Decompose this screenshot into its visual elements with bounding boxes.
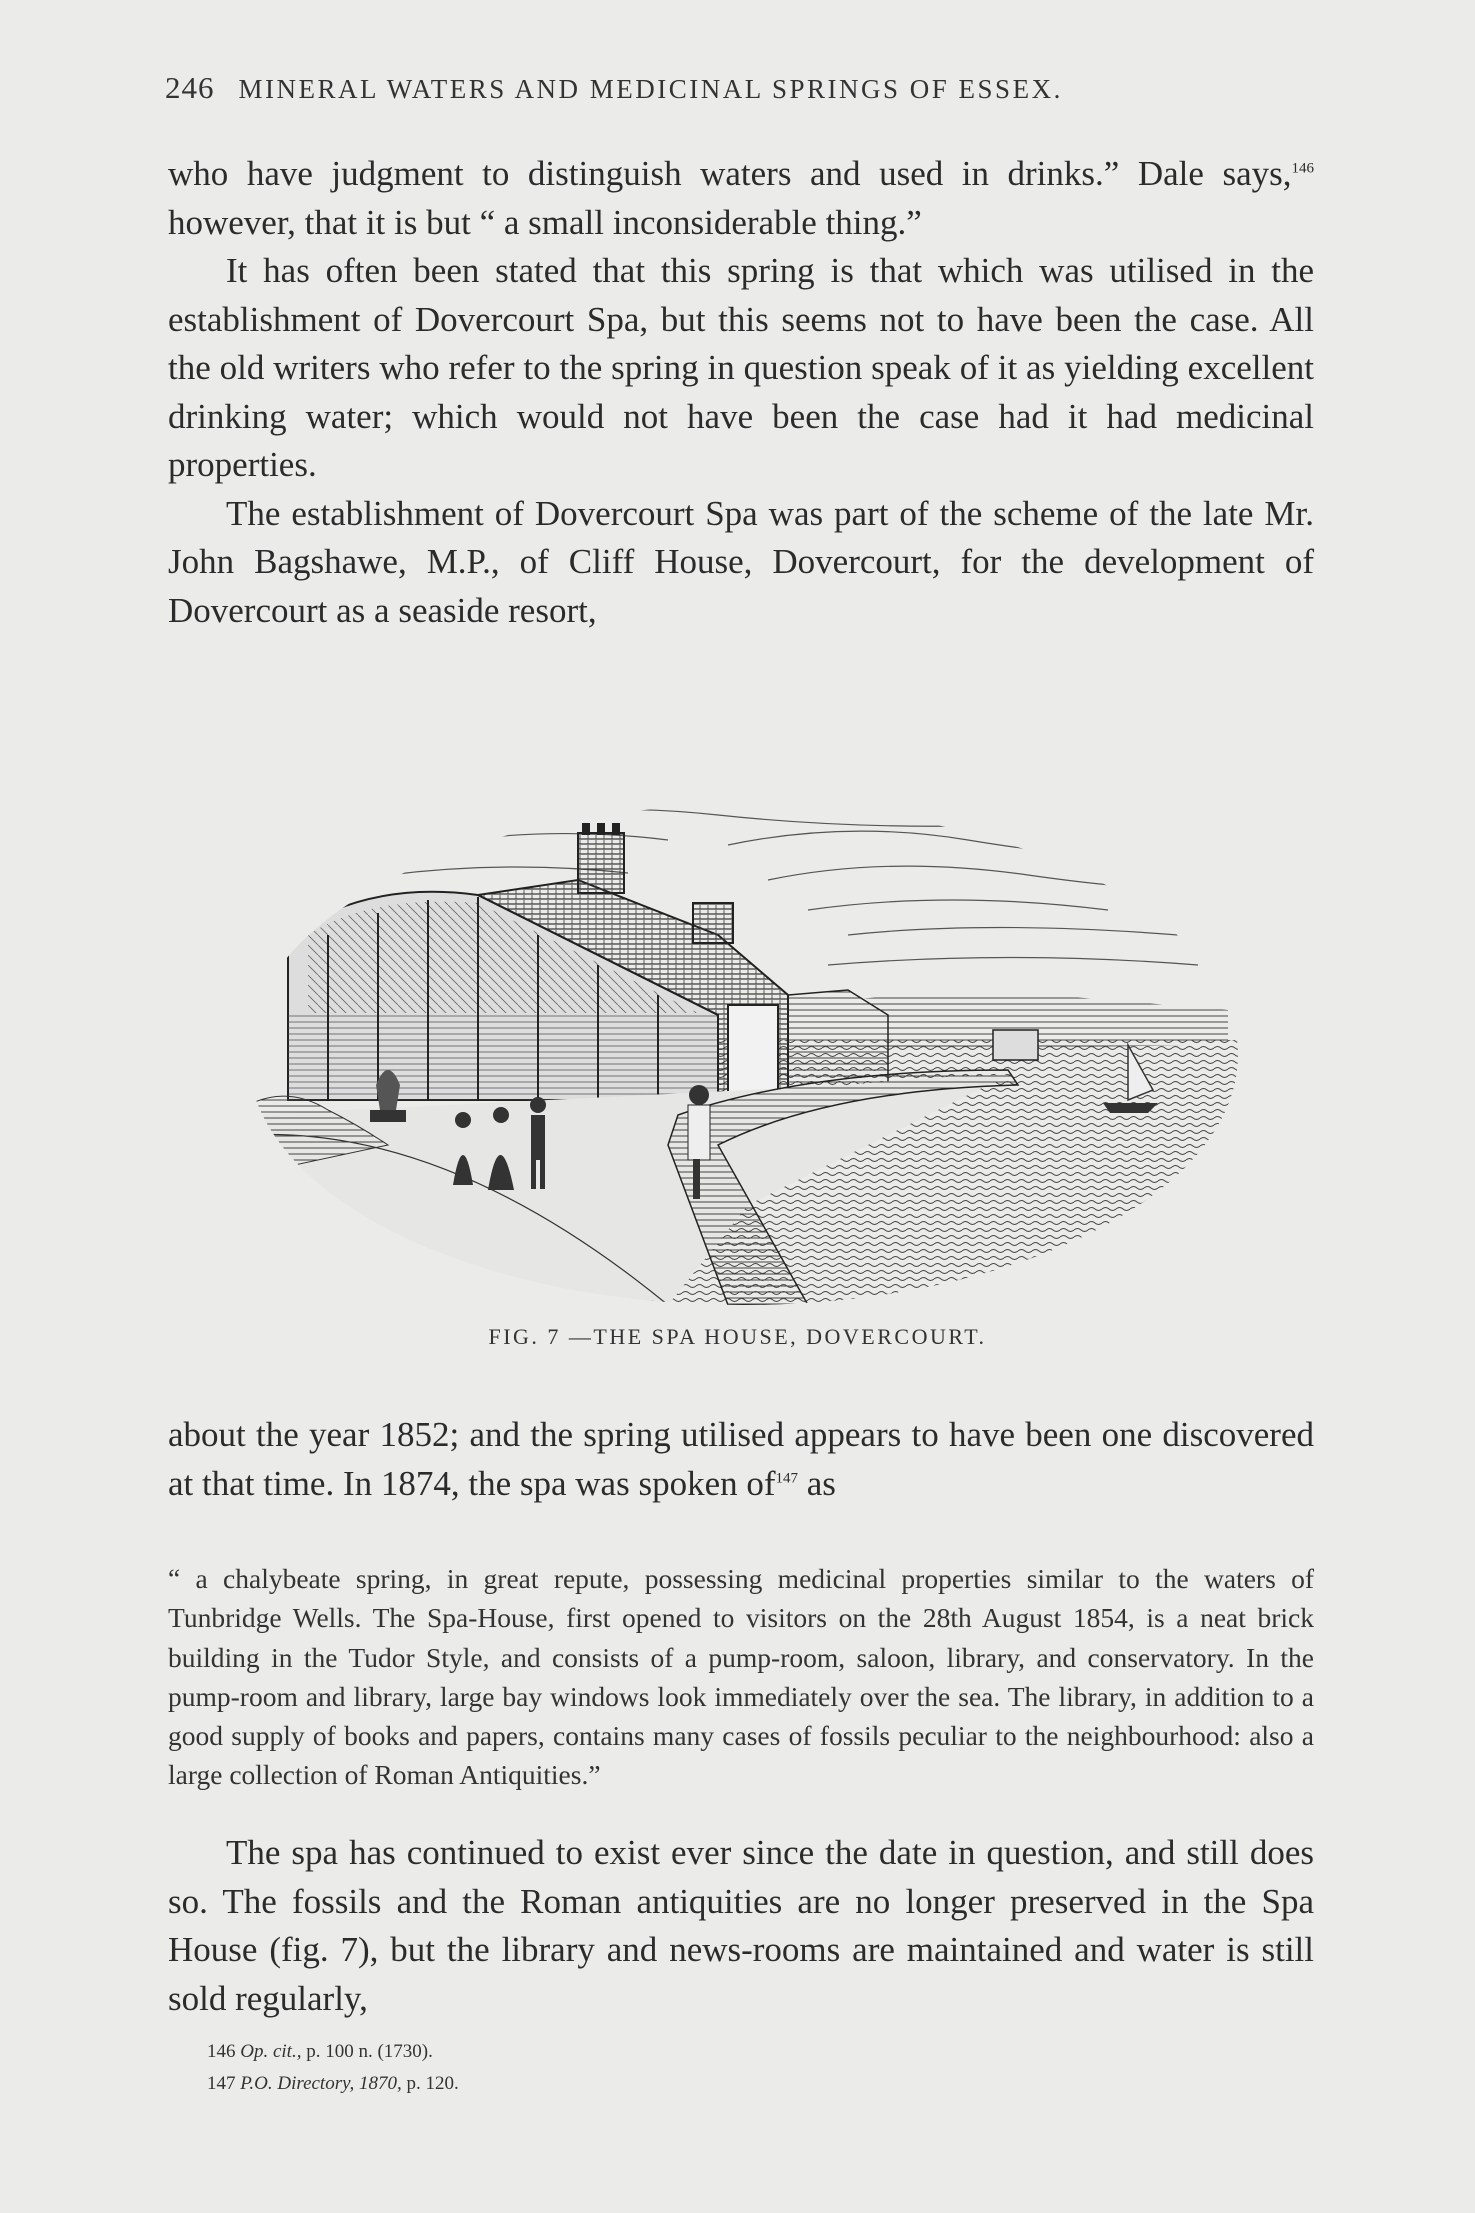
running-header — [165, 70, 1315, 106]
figure-caption: FIG. 7 —THE SPA HOUSE, DOVERCOURT. — [488, 1324, 987, 1349]
footnote-text: p. 100 n. (1730). — [301, 2041, 433, 2062]
paragraph — [168, 150, 1314, 247]
page-number: 246 — [165, 70, 215, 105]
footnote-source: P.O. Directory, 1870, — [240, 2073, 402, 2094]
footnote-source: Op. cit., — [240, 2041, 302, 2062]
footnote-ref: 146 — [1291, 160, 1314, 177]
footnote-ref: 147 — [775, 1469, 799, 1486]
paragraph-text: who have judgment to distinguish waters and used in drinks.” Dale says, — [168, 154, 1292, 193]
footnote — [207, 2068, 1107, 2100]
block-quote: “ a chalybeate spring, in great repute, possessing medicinal properties similar to the waters of Tunbridge Wells. The Spa-House, first opened to visitors on the 28th August 1854, is a neat brick building in the Tudor Style, and consists of a pump-room, saloon, library, and conservatory. In the pump-room and library, large bay windows look immediately over the sea. The library, in addition to a good supply of books and papers, contains many cases of fossils peculiar to the neighbourhood: also a large collection of Roman Antiquities.” — [168, 1563, 1314, 1791]
paragraph-text: as — [798, 1463, 836, 1503]
footnote-number: 147 — [207, 2073, 236, 2094]
footnotes — [207, 2036, 1107, 2100]
footnote-text: p. 120. — [401, 2073, 459, 2094]
spa-house-engraving — [248, 785, 1238, 1305]
paragraph — [168, 1411, 1314, 1508]
engraving-illustration — [248, 785, 1238, 1305]
paragraph-text: however, that it is but “ a small inconsiderable thing.” — [168, 202, 922, 242]
text-block-middle — [168, 1411, 1314, 1508]
footnote — [207, 2036, 1107, 2068]
text-block-bottom — [168, 1829, 1314, 2023]
paragraph: The spa has continued to exist ever since the date in question, and still does so. The fossils and the Roman antiquities are no longer preserved in the Spa House (fig. 7), but the library and news-rooms are maintained and water is still sold regularly, — [168, 1833, 1314, 2018]
running-title: MINERAL WATERS AND MEDICINAL SPRINGS OF ESSEX. — [238, 74, 1063, 104]
paragraph-text: about the year 1852; and the spring utilised appears to have been one discovered at that time. In 1874, the spa was spoken of — [168, 1415, 1314, 1503]
footnote-number: 146 — [207, 2041, 236, 2062]
text-block-top — [168, 150, 1314, 635]
paragraph: It has often been stated that this spring is that which was utilised in the establishment of Dovercourt Spa, but this seems not to have been the case. All the old writers who refer to the spring in question speak of it as yielding excellent drinking water; which would not have been the case had it had medicinal properties. — [168, 251, 1314, 484]
paragraph: The establishment of Dovercourt Spa was part of the scheme of the late Mr. John Bagshawe, M.P., of Cliff House, Dovercourt, for the development of Dovercourt as a seaside resort, — [168, 493, 1314, 630]
